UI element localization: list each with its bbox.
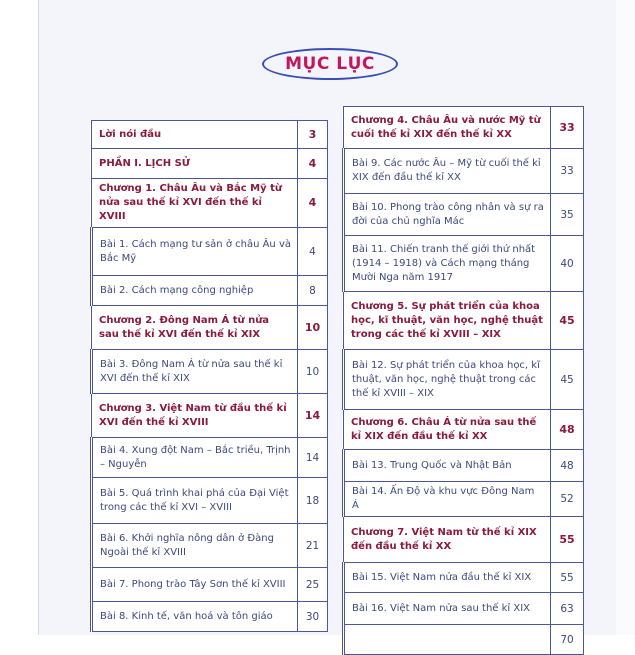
toc-title-frame (262, 48, 398, 80)
toc-row (344, 517, 584, 563)
toc-right-table (342, 106, 584, 655)
toc-title: MỤC LỤC (285, 54, 375, 74)
toc-row (92, 350, 328, 394)
toc-entry-title: Bài 10. Phong trào công nhân và sự ra đời của chủ nghĩa Mác (344, 194, 551, 236)
toc-entry-page: 30 (298, 602, 328, 632)
toc-entry-page: 70 (551, 625, 584, 655)
toc-entry-title: Chương 6. Châu Á từ nửa sau thế kỉ XIX đến đầu thế kỉ XX (344, 410, 551, 450)
toc-entry-title: Bài 12. Sự phát triển của khoa học, kĩ thuật, văn học, nghệ thuật trong các thế kỉ XVIII – XIX (344, 350, 551, 410)
toc-entry-page: 21 (298, 524, 328, 568)
toc-row (344, 563, 584, 593)
toc-entry-page: 35 (551, 194, 584, 236)
toc-entry-page: 25 (298, 568, 328, 602)
toc-entry-title: Bài 2. Cách mạng công nghiệp (92, 276, 298, 306)
toc-entry-title: Bài 16. Việt Nam nửa sau thế kỉ XIX (344, 593, 551, 625)
toc-row (92, 306, 328, 350)
toc-entry-page: 4 (298, 228, 328, 276)
toc-row (344, 107, 584, 149)
toc-entry-title: Bài 7. Phong trào Tây Sơn thế kỉ XVIII (92, 568, 298, 602)
toc-entry-title: Chương 1. Châu Âu và Bắc Mỹ từ nửa sau thế kỉ XVI đến thế kỉ XVIII (92, 179, 298, 228)
toc-row (92, 179, 328, 228)
toc-row (344, 194, 584, 236)
toc-row (92, 602, 328, 632)
toc-entry-page: 55 (551, 517, 584, 563)
toc-entry-title: Chương 3. Việt Nam từ đầu thế kỉ XVI đến thế kỉ XVIII (92, 394, 298, 438)
toc-row (344, 450, 584, 482)
toc-entry-title: Bài 13. Trung Quốc và Nhật Bản (344, 450, 551, 482)
toc-entry-page: 4 (298, 149, 328, 179)
toc-entry-page: 8 (298, 276, 328, 306)
toc-row (344, 292, 584, 350)
toc-entry-title: Chương 7. Việt Nam từ thế kỉ XIX đến đầu thế kỉ XX (344, 517, 551, 563)
toc-entry-page: 55 (551, 563, 584, 593)
toc-entry-page: 52 (551, 482, 584, 517)
page-edge (616, 0, 635, 635)
toc-row (344, 410, 584, 450)
toc-row (92, 121, 328, 149)
toc-entry-title: Bài 1. Cách mạng tư sản ở châu Âu và Bắc Mỹ (92, 228, 298, 276)
toc-entry-page: 33 (551, 149, 584, 194)
toc-entry-title: Bài 4. Xung đột Nam – Bắc triều, Trịnh – Nguyễn (92, 438, 298, 478)
toc-entry-page: 45 (551, 292, 584, 350)
toc-row (92, 149, 328, 179)
toc-entry-page: 10 (298, 306, 328, 350)
toc-entry-page: 48 (551, 450, 584, 482)
toc-entry-page: 14 (298, 394, 328, 438)
toc-entry-title: Chương 4. Châu Âu và nước Mỹ từ cuối thế kỉ XIX đến thế kỉ XX (344, 107, 551, 149)
toc-entry-title: Lời nói đầu (92, 121, 298, 149)
toc-entry-page: 45 (551, 350, 584, 410)
toc-left-table (90, 120, 328, 632)
toc-row (92, 276, 328, 306)
toc-entry-page: 40 (551, 236, 584, 292)
toc-entry-title: Chương 2. Đông Nam Á từ nửa sau thế kỉ XVI đến thế kỉ XIX (92, 306, 298, 350)
toc-entry-page: 63 (551, 593, 584, 625)
toc-row (344, 350, 584, 410)
toc-entry-title: Bài 9. Các nước Âu – Mỹ từ cuối thế kỉ XIX đến đầu thế kỉ XX (344, 149, 551, 194)
toc-row (344, 625, 584, 655)
toc-entry-page: 33 (551, 107, 584, 149)
toc-entry-page: 14 (298, 438, 328, 478)
toc-entry-title: Chương 5. Sự phát triển của khoa học, kĩ thuật, văn học, nghệ thuật trong các thế kỉ XVIII – XIX (344, 292, 551, 350)
toc-row (344, 593, 584, 625)
toc-entry-title (344, 625, 551, 655)
toc-row (92, 394, 328, 438)
toc-entry-title: Bài 14. Ấn Độ và khu vực Đông Nam Á (344, 482, 551, 517)
toc-entry-page: 4 (298, 179, 328, 228)
toc-entry-page: 3 (298, 121, 328, 149)
toc-row (92, 438, 328, 478)
toc-row (344, 482, 584, 517)
toc-entry-title: Bài 3. Đông Nam Á từ nửa sau thế kỉ XVI đến thế kỉ XIX (92, 350, 298, 394)
toc-entry-page: 18 (298, 478, 328, 524)
toc-row (92, 524, 328, 568)
toc-entry-page: 10 (298, 350, 328, 394)
toc-entry-page: 48 (551, 410, 584, 450)
toc-entry-title: Bài 5. Quá trình khai phá của Đại Việt trong các thế kỉ XVI – XVIII (92, 478, 298, 524)
toc-row (344, 149, 584, 194)
toc-row (92, 568, 328, 602)
toc-entry-title: Bài 11. Chiến tranh thế giới thứ nhất (1914 – 1918) và Cách mạng tháng Mười Nga năm 1917 (344, 236, 551, 292)
toc-row (92, 228, 328, 276)
toc-entry-title: Bài 8. Kinh tế, văn hoá và tôn giáo (92, 602, 298, 632)
toc-entry-title: Bài 15. Việt Nam nửa đầu thế kỉ XIX (344, 563, 551, 593)
toc-row (344, 236, 584, 292)
toc-row (92, 478, 328, 524)
toc-entry-title: Bài 6. Khởi nghĩa nông dân ở Đàng Ngoài thế kỉ XVIII (92, 524, 298, 568)
toc-entry-title: PHẦN I. LỊCH SỬ (92, 149, 298, 179)
